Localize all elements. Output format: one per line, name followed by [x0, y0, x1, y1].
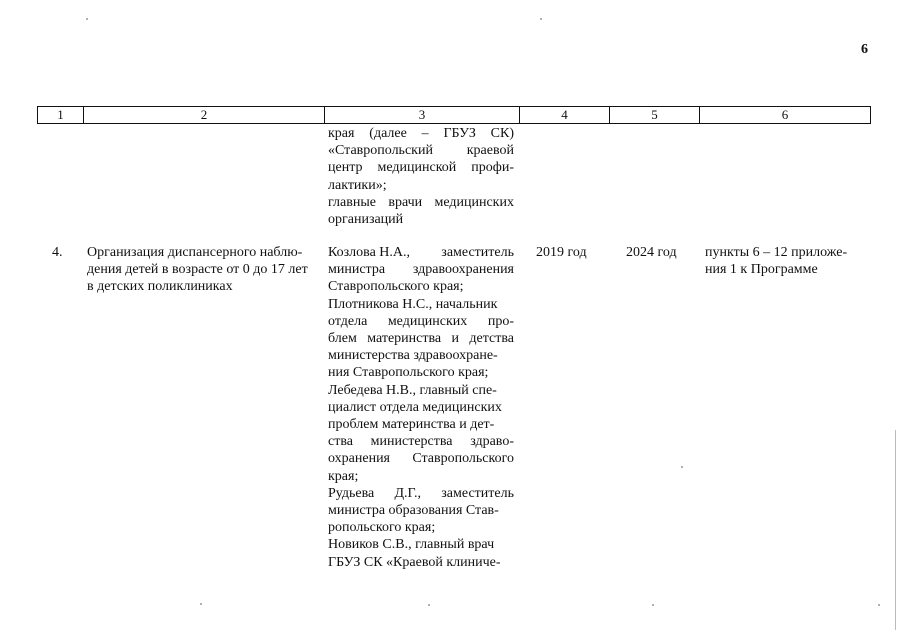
scan-edge-line: [895, 430, 896, 630]
responsible-word: здравоохранения: [412, 262, 514, 278]
continuation-responsible-text: [328, 125, 514, 228]
continuation-line: [328, 159, 514, 176]
result-line: пункты 6 – 12 приложе-: [705, 245, 848, 260]
measure-line: в детских поликлиниках: [87, 279, 233, 295]
continuation-word: краевой: [466, 143, 514, 159]
continuation-word: организаций: [328, 212, 404, 228]
continuation-word: медицинской: [377, 160, 457, 176]
responsible-line: [328, 261, 514, 278]
responsible-word: Козлова Н.А.,: [328, 245, 411, 260]
scan-speck: [652, 604, 654, 606]
start-date: 2019 год: [536, 245, 587, 260]
responsible-word: Ставропольского: [412, 451, 514, 467]
scan-speck: [86, 18, 88, 20]
responsible-word: ства: [328, 434, 353, 450]
responsible-word: министра: [328, 262, 386, 278]
header-row: [38, 107, 871, 124]
responsible-word: министерства: [370, 434, 453, 450]
continuation-word: лактики»;: [328, 177, 387, 193]
continuation-word: главные: [328, 194, 376, 210]
continuation-word: –: [421, 126, 429, 141]
responsible-word: Лебедева Н.В., главный спе-: [328, 382, 497, 398]
responsible-word: отдела: [328, 313, 368, 329]
measure-text: [87, 244, 319, 296]
responsible-word: и: [451, 331, 459, 347]
responsible-word: ропольского края;: [328, 520, 436, 536]
responsible-word: ГБУЗ СК «Краевой клиниче-: [328, 554, 501, 570]
responsible-word: материнства: [367, 331, 442, 347]
measure-line: дения детей в возрасте от 0 до 17 лет: [87, 262, 308, 278]
responsible-line: [328, 382, 514, 399]
continuation-word: (далее: [369, 126, 407, 141]
scan-speck: [878, 604, 880, 606]
continuation-line: [328, 142, 514, 159]
responsible-line: [328, 468, 514, 485]
responsible-text: [328, 244, 514, 571]
responsible-line: [328, 519, 514, 536]
continuation-line: [328, 211, 514, 228]
responsible-word: Д.Г.,: [394, 485, 422, 501]
responsible-word: Плотникова Н.С., начальник: [328, 296, 498, 312]
responsible-line: [328, 244, 514, 261]
responsible-word: здраво-: [470, 434, 514, 450]
responsible-line: [328, 364, 514, 381]
continuation-word: медицинских: [434, 194, 514, 210]
continuation-word: профи-: [471, 160, 514, 176]
responsible-line: [328, 313, 514, 330]
responsible-line: [328, 554, 514, 571]
continuation-line: [328, 194, 514, 211]
responsible-word: ния Ставропольского края;: [328, 365, 489, 381]
responsible-line: [328, 433, 514, 450]
page-number: 6: [861, 42, 868, 57]
header-col-5: 5: [610, 107, 700, 124]
continuation-word: края: [328, 126, 355, 141]
responsible-line: [328, 296, 514, 313]
header-col-1: 1: [38, 107, 84, 124]
responsible-word: Рудьева: [328, 485, 375, 501]
responsible-word: Ставропольского края;: [328, 279, 464, 295]
continuation-word: центр: [328, 160, 363, 176]
responsible-word: заместитель: [441, 485, 514, 501]
header-col-6: 6: [700, 107, 871, 124]
responsible-word: Новиков С.В., главный врач: [328, 537, 495, 553]
scan-speck: [428, 604, 430, 606]
responsible-word: министра образования Став-: [328, 503, 499, 519]
end-date: 2024 год: [626, 245, 677, 260]
responsible-word: министерства здравоохране-: [328, 348, 498, 364]
result-line: ния 1 к Программе: [705, 262, 818, 278]
responsible-word: циалист отдела медицинских: [328, 399, 502, 415]
header-col-4: 4: [520, 107, 610, 124]
row-number: 4.: [52, 245, 63, 260]
responsible-line: [328, 536, 514, 553]
responsible-word: блем: [328, 331, 357, 347]
responsible-line: [328, 278, 514, 295]
header-col-2: 2: [84, 107, 325, 124]
responsible-line: [328, 502, 514, 519]
responsible-word: проблем материнства и дет-: [328, 417, 495, 433]
responsible-word: заместитель: [441, 245, 514, 260]
responsible-line: [328, 347, 514, 364]
responsible-word: охранения: [328, 451, 390, 467]
responsible-line: [328, 485, 514, 502]
scan-speck: [540, 18, 542, 20]
responsible-line: [328, 416, 514, 433]
responsible-word: детства: [469, 331, 514, 347]
continuation-word: ГБУЗ: [443, 126, 476, 141]
responsible-line: [328, 330, 514, 347]
responsible-word: края;: [328, 468, 359, 484]
responsible-line: [328, 399, 514, 416]
continuation-line: [328, 177, 514, 194]
column-number-header: [37, 106, 871, 124]
scan-speck: [681, 466, 683, 468]
scan-speck: [200, 603, 202, 605]
responsible-word: про-: [487, 313, 514, 329]
header-col-3: 3: [325, 107, 520, 124]
responsible-word: медицинских: [387, 313, 468, 329]
continuation-line: [328, 125, 514, 142]
continuation-word: СК): [490, 126, 514, 141]
continuation-word: «Ставропольский: [328, 143, 433, 159]
responsible-line: [328, 450, 514, 467]
result-text: [705, 244, 865, 278]
measure-line: Организация диспансерного наблю-: [87, 245, 303, 260]
continuation-word: врачи: [388, 194, 423, 210]
